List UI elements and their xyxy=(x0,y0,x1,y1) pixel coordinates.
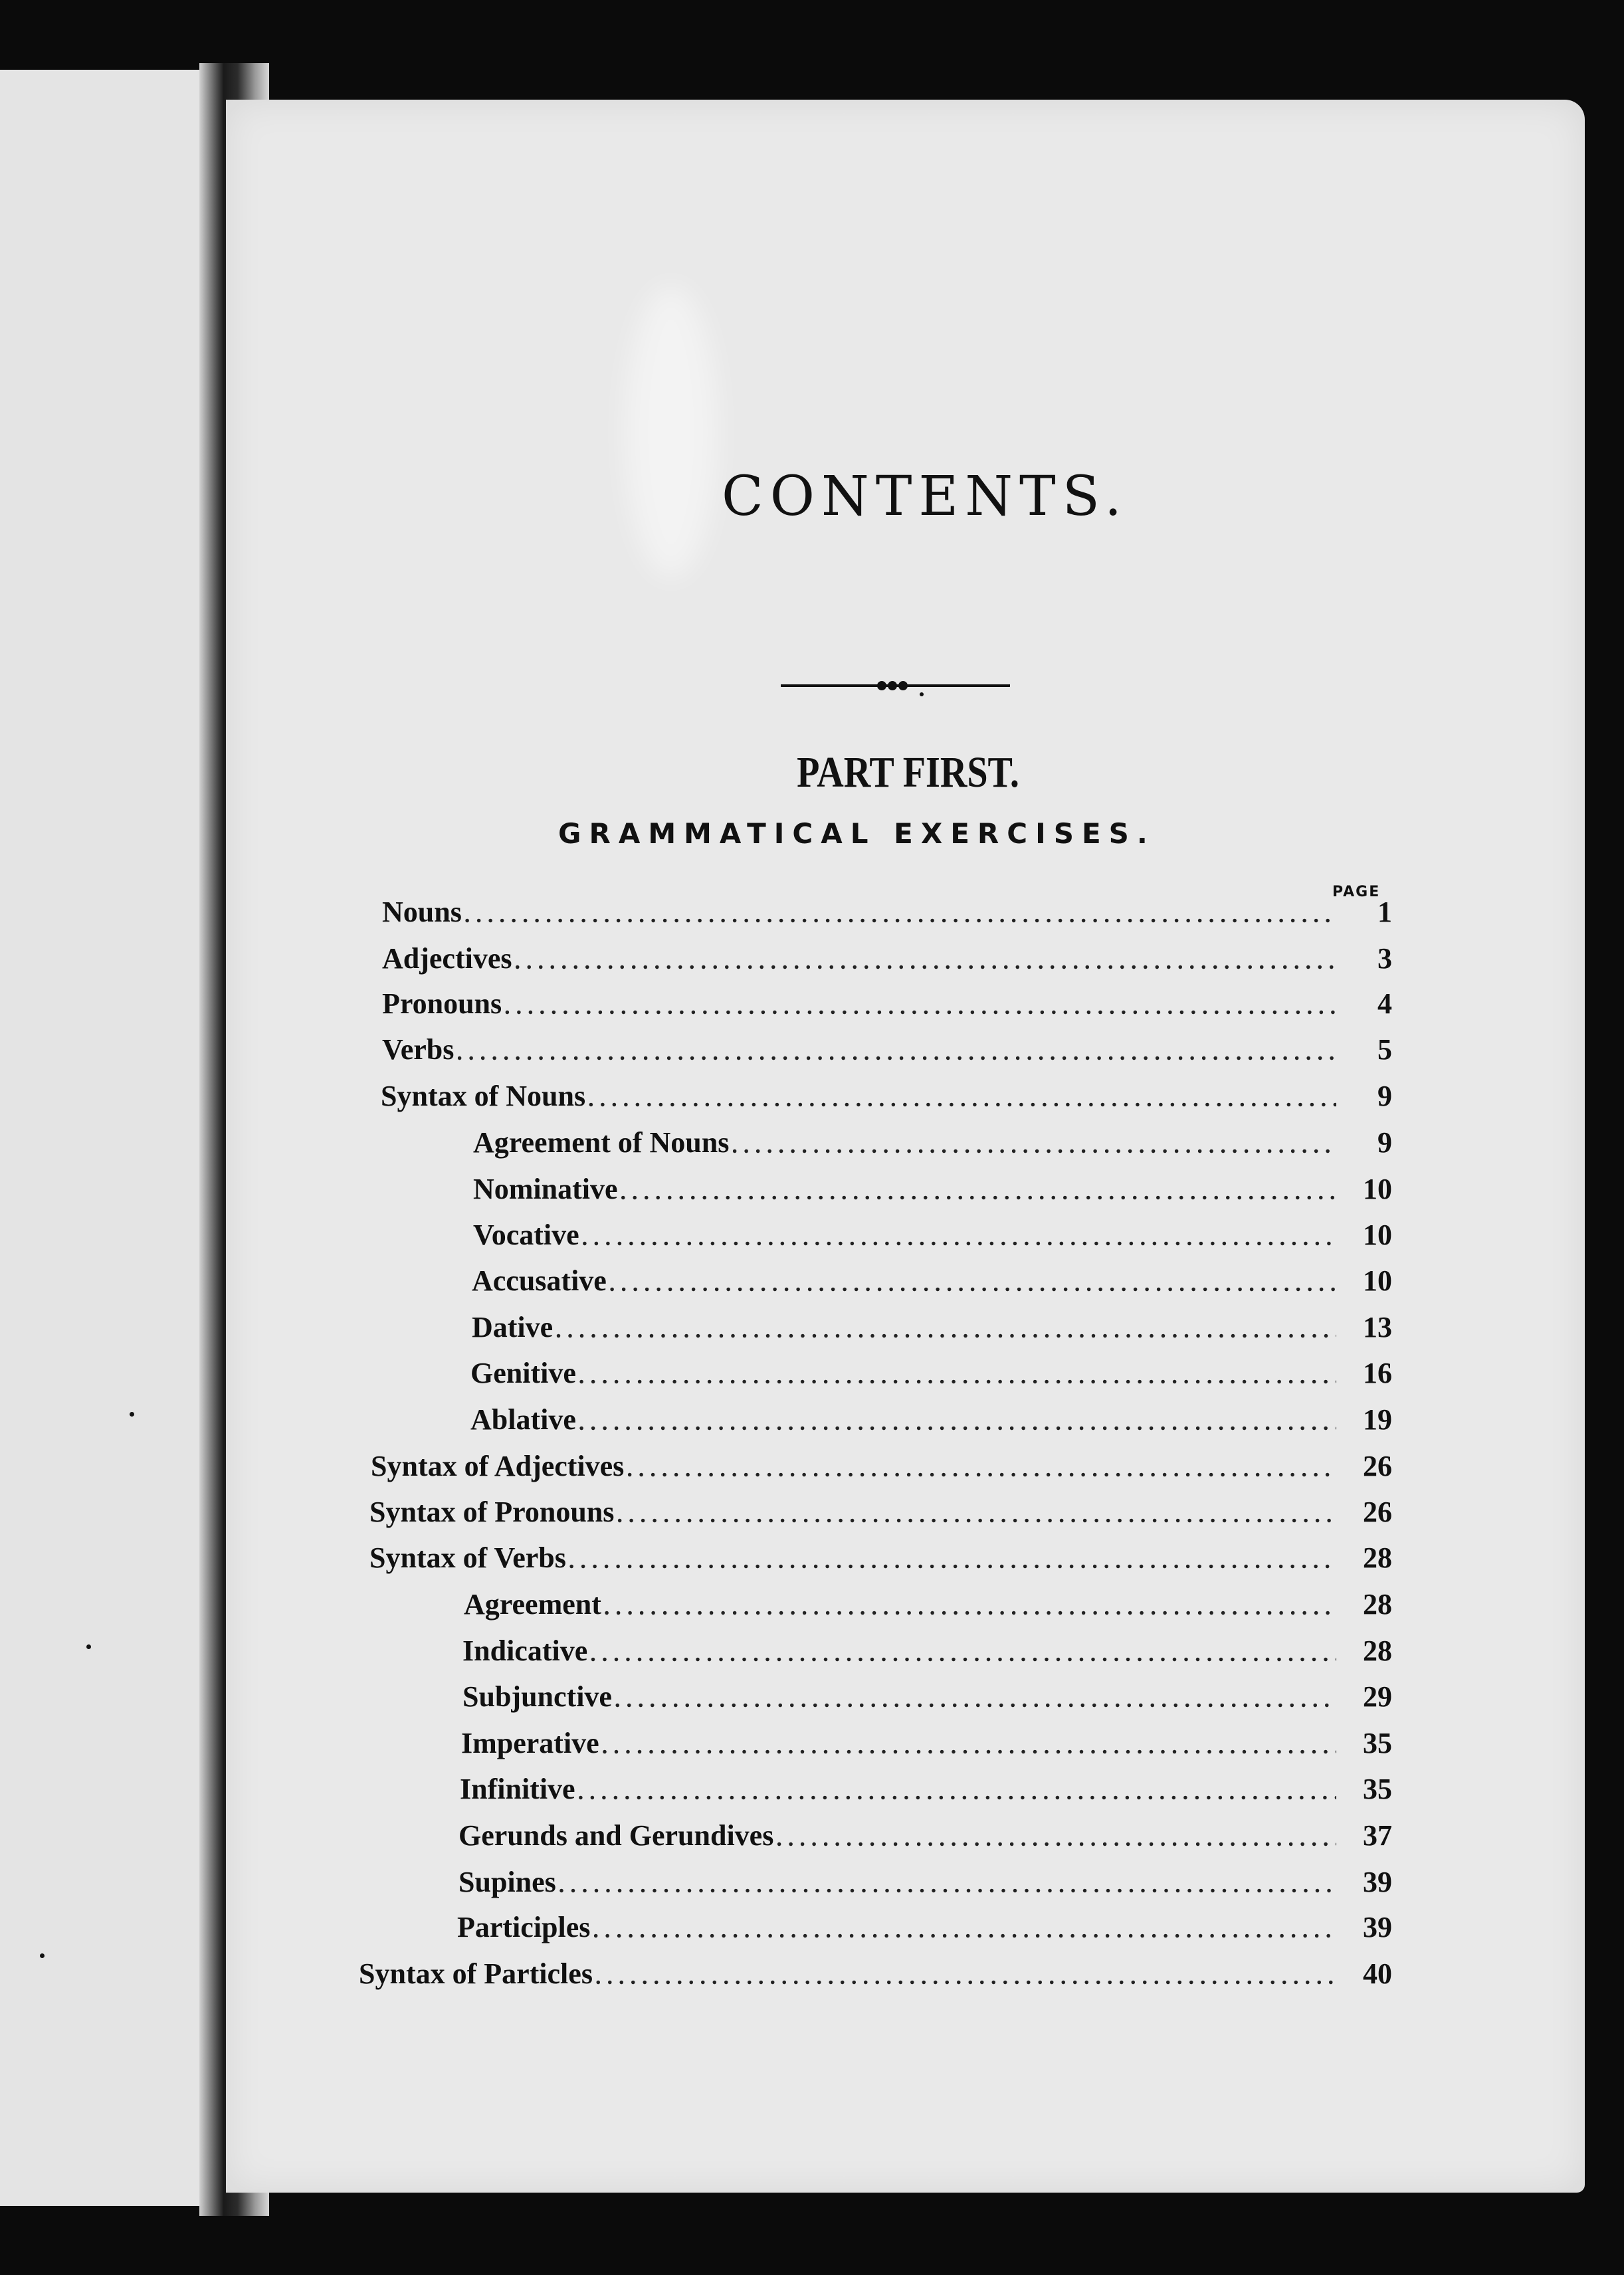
toc-entry xyxy=(382,890,1392,929)
toc-entry xyxy=(369,1536,1392,1575)
toc-entry-page-number: 16 xyxy=(1363,1357,1392,1389)
toc-entry-page-number: 1 xyxy=(1377,896,1392,928)
toc-entry-title: Gerunds and Gerundives xyxy=(458,1819,774,1852)
toc-entry-title: Agreement of Nouns xyxy=(473,1126,730,1159)
part-heading: PART FIRST. xyxy=(797,748,1019,797)
dot-leader xyxy=(615,1687,1336,1714)
dot-leader xyxy=(556,1318,1336,1344)
page-column-header: PAGE xyxy=(1332,884,1381,900)
toc-entry-page-number: 10 xyxy=(1363,1219,1392,1251)
toc-entry-title: Infinitive xyxy=(460,1773,575,1805)
toc-entry-title: Syntax of Adjectives xyxy=(371,1450,625,1482)
dot-leader xyxy=(579,1363,1336,1390)
toc-entry-page-number: 4 xyxy=(1377,987,1392,1020)
toc-entry xyxy=(473,1213,1392,1252)
toc-entry xyxy=(460,1767,1392,1806)
toc-entry xyxy=(464,1583,1392,1621)
toc-entry xyxy=(382,937,1392,975)
toc-entry-title: Imperative xyxy=(461,1727,599,1759)
toc-entry xyxy=(470,1351,1392,1390)
toc-entry-page-number: 39 xyxy=(1363,1911,1392,1943)
toc-entry-page-number: 9 xyxy=(1377,1080,1392,1112)
dot-leader xyxy=(595,1964,1336,1991)
toc-entry-title: Participles xyxy=(457,1911,591,1943)
toc-entry-title: Genitive xyxy=(470,1357,576,1389)
dot-leader xyxy=(515,949,1337,975)
toc-entry-page-number: 26 xyxy=(1363,1450,1392,1482)
toc-entry-title: Nouns xyxy=(382,896,462,928)
toc-entry-page-number: 40 xyxy=(1363,1957,1392,1990)
toc-entry-title: Ablative xyxy=(470,1403,576,1436)
toc-entry xyxy=(472,1259,1392,1298)
toc-entry-title: Accusative xyxy=(472,1264,607,1297)
toc-entry-page-number: 35 xyxy=(1363,1727,1392,1759)
toc-entry-title: Pronouns xyxy=(382,987,502,1020)
toc-entry xyxy=(473,1167,1392,1206)
toc-entry xyxy=(381,1074,1392,1113)
dot-leader xyxy=(776,1826,1336,1852)
toc-entry xyxy=(382,1028,1392,1066)
dot-leader xyxy=(504,994,1336,1021)
toc-entry-title: Subjunctive xyxy=(462,1680,612,1713)
dot-leader xyxy=(621,1179,1336,1206)
toc-entry-title: Syntax of Nouns xyxy=(381,1080,586,1112)
toc-entry-page-number: 9 xyxy=(1377,1126,1392,1159)
dot-leader xyxy=(569,1548,1336,1575)
toc-entry-title: Verbs xyxy=(382,1033,455,1066)
section-heading: GRAMMATICAL EXERCISES. xyxy=(558,817,1156,850)
dot-leader xyxy=(604,1595,1336,1621)
toc-entry-page-number: 26 xyxy=(1363,1496,1392,1528)
toc-entry-title: Syntax of Pronouns xyxy=(369,1496,615,1528)
toc-entry-title: Indicative xyxy=(462,1634,588,1667)
toc-entry-page-number: 10 xyxy=(1363,1264,1392,1297)
toc-entry-page-number: 28 xyxy=(1363,1588,1392,1621)
toc-entry xyxy=(470,1398,1392,1436)
page-title: CONTENTS. xyxy=(721,465,1129,528)
toc-entry xyxy=(473,1121,1392,1159)
dot-leader xyxy=(609,1271,1336,1298)
toc-entry xyxy=(457,1906,1392,1944)
toc-entry-title: Nominative xyxy=(473,1173,618,1205)
toc-entry-title: Syntax of Verbs xyxy=(369,1541,566,1574)
toc-entry xyxy=(371,1444,1392,1483)
dot-leader xyxy=(578,1779,1336,1806)
toc-entry-title: Dative xyxy=(472,1311,554,1343)
toc-entry-title: Vocative xyxy=(473,1219,579,1251)
toc-entry-page-number: 37 xyxy=(1363,1819,1392,1852)
toc-entry-page-number: 3 xyxy=(1377,942,1392,975)
toc-entry-page-number: 10 xyxy=(1363,1173,1392,1205)
dot-leader xyxy=(464,902,1336,929)
toc-entry-title: Agreement xyxy=(464,1588,601,1621)
toc-entry-page-number: 13 xyxy=(1363,1311,1392,1343)
dot-leader xyxy=(732,1133,1336,1159)
dot-leader xyxy=(593,1918,1336,1944)
toc-entry-title: Supines xyxy=(458,1866,556,1898)
toc-entry-page-number: 39 xyxy=(1363,1866,1392,1898)
toc-entry-page-number: 28 xyxy=(1363,1634,1392,1667)
dot-leader xyxy=(559,1872,1336,1899)
toc-entry xyxy=(472,1306,1392,1344)
dot-leader xyxy=(579,1410,1336,1436)
toc-entry xyxy=(458,1860,1392,1899)
toc-entry-page-number: 5 xyxy=(1377,1033,1392,1066)
dot-leader xyxy=(588,1086,1336,1113)
dot-leader xyxy=(617,1502,1336,1529)
dot-leader xyxy=(602,1733,1336,1760)
toc-entry xyxy=(382,982,1392,1021)
toc-entry-title: Adjectives xyxy=(382,942,512,975)
dot-leader xyxy=(457,1040,1336,1066)
toc-entry xyxy=(359,1952,1392,1991)
toc-entry-page-number: 35 xyxy=(1363,1773,1392,1805)
toc-entry xyxy=(462,1629,1392,1668)
dot-leader xyxy=(582,1225,1336,1252)
toc-entry xyxy=(369,1490,1392,1529)
toc-entry xyxy=(458,1814,1392,1852)
dot-leader xyxy=(627,1456,1336,1483)
dot-leader xyxy=(590,1641,1336,1668)
toc-entry-page-number: 19 xyxy=(1363,1403,1392,1436)
toc-entry-page-number: 29 xyxy=(1363,1680,1392,1713)
toc-entry xyxy=(461,1722,1392,1760)
toc-entry xyxy=(462,1675,1392,1714)
toc-entry-page-number: 28 xyxy=(1363,1541,1392,1574)
toc-entry-title: Syntax of Particles xyxy=(359,1957,593,1990)
